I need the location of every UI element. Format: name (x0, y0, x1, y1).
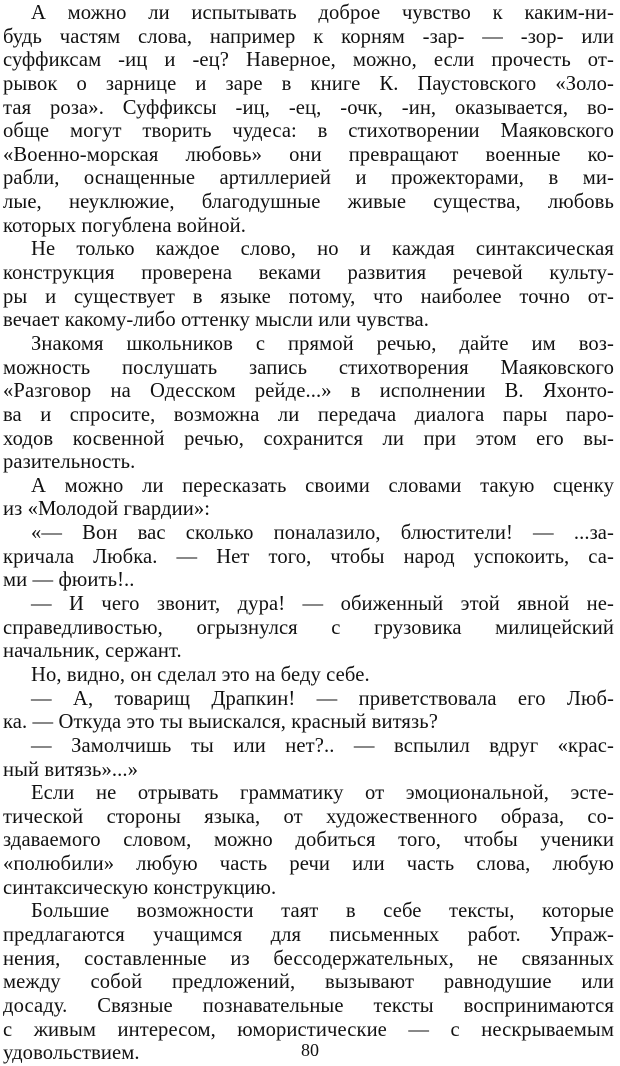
text-line: здаваемого словом, можно добиться того, чтобы ученики (3, 829, 614, 852)
text-line: суффиксам -иц и -ец? Наверное, можно, если прочесть от- (3, 49, 614, 72)
text-line: рывок о зарнице и заре в книге К. Паустовского «Золо- (3, 72, 614, 95)
text-line: удовольствием. (3, 1042, 140, 1065)
text-line: справедливостью, огрызнулся с грузовика милицейский (3, 616, 614, 639)
text-line: Не только каждое слово, но и каждая синтаксическая (31, 238, 614, 261)
text-line: досаду. Связные познавательные тексты воспринимаются (3, 994, 614, 1017)
text-line: «полюбили» любую часть речи или часть слова, любую (3, 853, 614, 876)
page-number: 80 (301, 1040, 319, 1060)
text-line: предлагаются учащимся для письменных работ. Упраж- (3, 923, 614, 946)
text-line: кричала Любка. — Нет того, чтобы народ успокоить, са- (3, 545, 614, 568)
text-line: Но, видно, он сделал это на беду себе. (31, 663, 370, 686)
text-line: из «Молодой гвардии»: (3, 498, 211, 521)
text-line: обще могут творить чудеса: в стихотворении Маяковского (3, 120, 614, 143)
text-line: можность послушать запись стихотворения Маяковского (3, 356, 614, 379)
text-line: Если не отрывать грамматику от эмоциональной, эсте- (31, 782, 614, 805)
text-line: рабли, оснащенные артиллерией и прожекторами, в ми- (3, 167, 614, 190)
text-line: «Военно-морская любовь» они превращают военные ко- (3, 143, 614, 166)
text-line: ка. — Откуда это ты выискался, красный витязь? (3, 711, 438, 734)
text-line: между собой предложений, вызывают равнодушие или (3, 971, 614, 994)
text-line: — А, товарищ Драпкин! — приветствовала его Люб- (31, 687, 614, 710)
text-line: ва и спросите, возможна ли передача диалога пары паро- (3, 403, 614, 426)
text-line: которых погублена войной. (3, 214, 246, 237)
text-line: Знакомя школьников с прямой речью, дайте им воз- (31, 332, 614, 355)
text-line: ми — фюить!.. (3, 569, 135, 592)
text-line: с живым интересом, юмористические — с нескрываемым (3, 1018, 614, 1041)
text-line: А можно ли пересказать своими словами такую сценку (31, 474, 614, 497)
text-line: тической стороны языка, от художественного образа, со- (3, 805, 614, 828)
body-text (3, 2, 614, 1066)
text-line: вечает какому-либо оттенку мысли или чувства. (3, 309, 430, 332)
text-line: будь частям слова, например к корням -зар- — -зор- или (3, 25, 614, 48)
text-line: «Разговор на Одесском рейде...» в исполнении В. Яхонто- (3, 380, 614, 403)
text-line: ры и существует в языке потому, что наиболее точно от- (3, 285, 614, 308)
text-line: — Замолчишь ты или нет?.. — вспылил вдруг «крас- (31, 734, 614, 757)
text-line: нения, составленные из бессодержательных, не связанных (3, 947, 614, 970)
text-line: — И чего звонит, дура! — обиженный этой явной не- (31, 593, 614, 616)
text-line: лые, неуклюжие, благодушные живые существа, любовь (3, 191, 614, 214)
text-line: начальник, сержант. (3, 640, 182, 663)
text-line: «— Вон вас сколько поналазило, блюстители! — ...за- (31, 522, 614, 545)
text-line: синтаксическую конструкцию. (3, 876, 277, 899)
text-line: Большие возможности таят в себе тексты, которые (31, 900, 614, 923)
text-line: тая роза». Суффиксы -иц, -ец, -очк, -ин, оказывается, во- (3, 96, 614, 119)
text-line: А можно ли испытывать доброе чувство к каким-ни- (31, 2, 614, 24)
text-line: разительность. (3, 451, 136, 474)
text-line: ходов косвенной речью, сохранится ли при этом его вы- (3, 427, 614, 450)
text-line: конструкция проверена веками развития речевой культу- (3, 262, 614, 285)
text-line: ный витязь»...» (3, 758, 139, 781)
